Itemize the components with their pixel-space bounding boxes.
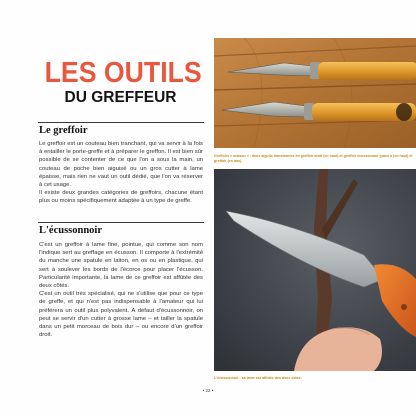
- photo-caption-2: L'écussonnoir : sa lame est affûtée des deux côtés.: [214, 376, 302, 380]
- grafting-knife-illustration: [214, 169, 416, 371]
- paragraph: C'est un greffoir à lame fine, pointue, qui comme son nom l'indique sert au greffage en écusson. Il comporte à l'extrémité du manche une spatule en laiton, en os ou en plastique, qui sert à soulever les bords de l'écorce pour placer l'écusson. Particularité importante, la lame de ce greffoir est affûtée des deux côtés.: [39, 242, 203, 290]
- section-heading-ecussonnoir: L'écussonnoir: [39, 225, 103, 236]
- section-divider: [38, 122, 204, 123]
- photo-caption-1: Greffoirs « maison » : deux aiguils transformés en greffoir droit (en haut) et greffoir écussonnoir grâce à (en haut) et greffoir (en bas).: [214, 154, 413, 163]
- paragraph: C'est un outil très spécialisé, qui ne s'utilise que pour ce type de greffe, et qui n'est pas indispensable à l'amateur qui lui préférera un outil plus polyvalent. À défaut d'écussonnoir, on peut se servir d'un cutter à grosse lame – et tailler la spatule dans un petit morceau de bois dur – ou encore d'un greffoir droit.: [39, 291, 203, 339]
- page-title-main: LES OUTILS: [44, 57, 202, 89]
- section-divider: [38, 222, 204, 223]
- section-body-ecussonnoir: [39, 241, 203, 339]
- knives-on-wood-illustration: [214, 38, 416, 148]
- paragraph: Le greffoir est un couteau bien tranchant, qui va servir à la fois à entailler le porte-greffe et à préparer le greffon. Il est bien sûr possible de se contenter de ce que l'on a sous la main, un couteau de poche bien aiguisé ou un gros cutter à lame épaisse, mais rien ne vaut un outil dédié, que l'on va réserver à cet usage.: [39, 141, 203, 189]
- page-title: [38, 58, 203, 106]
- page-number: • 22 •: [202, 388, 214, 393]
- section-heading-greffoir: Le greffoir: [39, 125, 88, 136]
- photo-ecussonnoir: [214, 169, 416, 371]
- paragraph: Il existe deux grandes catégories de greffoirs, chacune étant plus ou moins spécifiquement adaptée à un type de greffe.: [39, 190, 203, 205]
- photo-greffoirs-maison: [214, 38, 416, 148]
- page-title-sub: DU GREFFEUR: [64, 89, 177, 106]
- section-body-greffoir: [39, 140, 203, 206]
